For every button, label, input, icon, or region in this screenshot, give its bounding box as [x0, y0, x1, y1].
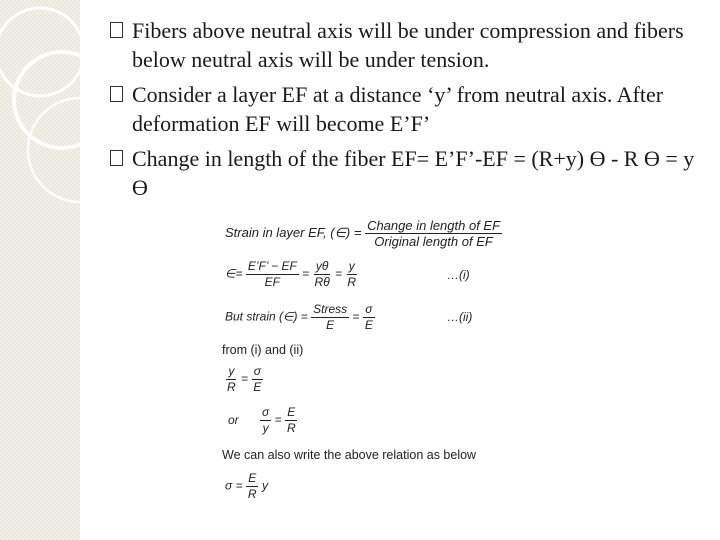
- fraction-denominator: E: [326, 318, 335, 332]
- relation-note: We can also write the above relation as below: [222, 448, 477, 462]
- bullet-item: [110, 144, 710, 202]
- equals-sign: =: [335, 266, 343, 281]
- fraction-numerator: yθ: [315, 259, 329, 273]
- equation-i: [225, 259, 358, 290]
- from-text: from (i) and (ii): [222, 343, 304, 357]
- bullet-list: [110, 16, 710, 208]
- equation-tag-i: …(i): [447, 268, 470, 282]
- fraction-denominator: R: [247, 487, 257, 501]
- equation-ii: [225, 302, 375, 333]
- fraction-numerator: Change in length of EF: [367, 218, 501, 233]
- fraction-denominator: E: [253, 380, 262, 394]
- box-bullet-icon: [110, 150, 123, 166]
- fraction: [260, 405, 271, 436]
- fraction-denominator: Rθ: [314, 275, 330, 289]
- equation-lhs: σ =: [225, 478, 243, 493]
- variable-y: y: [261, 478, 268, 493]
- fraction-denominator: y: [262, 421, 269, 435]
- fraction-numerator: Stress: [313, 302, 348, 316]
- fraction-denominator: R: [347, 275, 357, 289]
- fraction-denominator: Original length of EF: [374, 234, 493, 249]
- box-bullet-icon: [110, 86, 123, 102]
- bullet-text: Consider a layer EF at a distance ‘y’ from neutral axis. After deformation EF will become E’F’: [132, 82, 664, 136]
- bullet-item: [110, 16, 710, 74]
- fraction-denominator: R: [227, 380, 236, 394]
- equation-tag-ii: …(ii): [447, 310, 473, 324]
- fraction-denominator: R: [286, 421, 296, 435]
- equals-sign: =: [352, 309, 360, 324]
- equals-sign: =: [274, 412, 282, 427]
- equation-iii: [225, 364, 263, 395]
- fraction-denominator: EF: [264, 275, 280, 289]
- fraction-numerator: y: [348, 259, 355, 273]
- bullet-text: Change in length of the fiber EF= E’F’-EF = (R+y) Ө - R Ө = y Ө: [132, 146, 695, 200]
- equals-sign: =: [302, 266, 310, 281]
- fraction: [311, 302, 349, 333]
- strain-label: Strain in layer EF, (∈) =: [225, 224, 362, 240]
- strain-fraction: [365, 218, 502, 249]
- fraction: [246, 259, 299, 290]
- fraction: [246, 471, 259, 502]
- equation-lhs: ∈=: [225, 266, 243, 281]
- fraction-numerator: σ: [253, 364, 261, 378]
- fraction: [251, 364, 263, 395]
- fraction-numerator: E’F’ − EF: [247, 259, 297, 273]
- strain-definition: [225, 218, 502, 249]
- equation-lhs: But strain (∈) =: [225, 309, 308, 324]
- or-label: or: [228, 412, 239, 427]
- box-bullet-icon: [110, 22, 123, 38]
- equation-iv: [228, 405, 298, 436]
- fraction-numerator: y: [228, 364, 235, 378]
- fraction-numerator: σ: [365, 302, 373, 316]
- fraction: [363, 302, 375, 333]
- fraction-denominator: E: [364, 318, 373, 332]
- fraction: [225, 364, 238, 395]
- fraction: [285, 405, 298, 436]
- fraction-numerator: E: [287, 405, 296, 419]
- bullet-text: Fibers above neutral axis will be under compression and fibers below neutral axis will be under tension.: [132, 18, 684, 72]
- fraction: [345, 259, 358, 290]
- fraction-numerator: σ: [262, 405, 270, 419]
- bullet-item: [110, 80, 710, 138]
- fraction: [313, 259, 332, 290]
- equation-v: [225, 471, 268, 502]
- fraction-numerator: E: [248, 471, 257, 485]
- equals-sign: =: [241, 371, 249, 386]
